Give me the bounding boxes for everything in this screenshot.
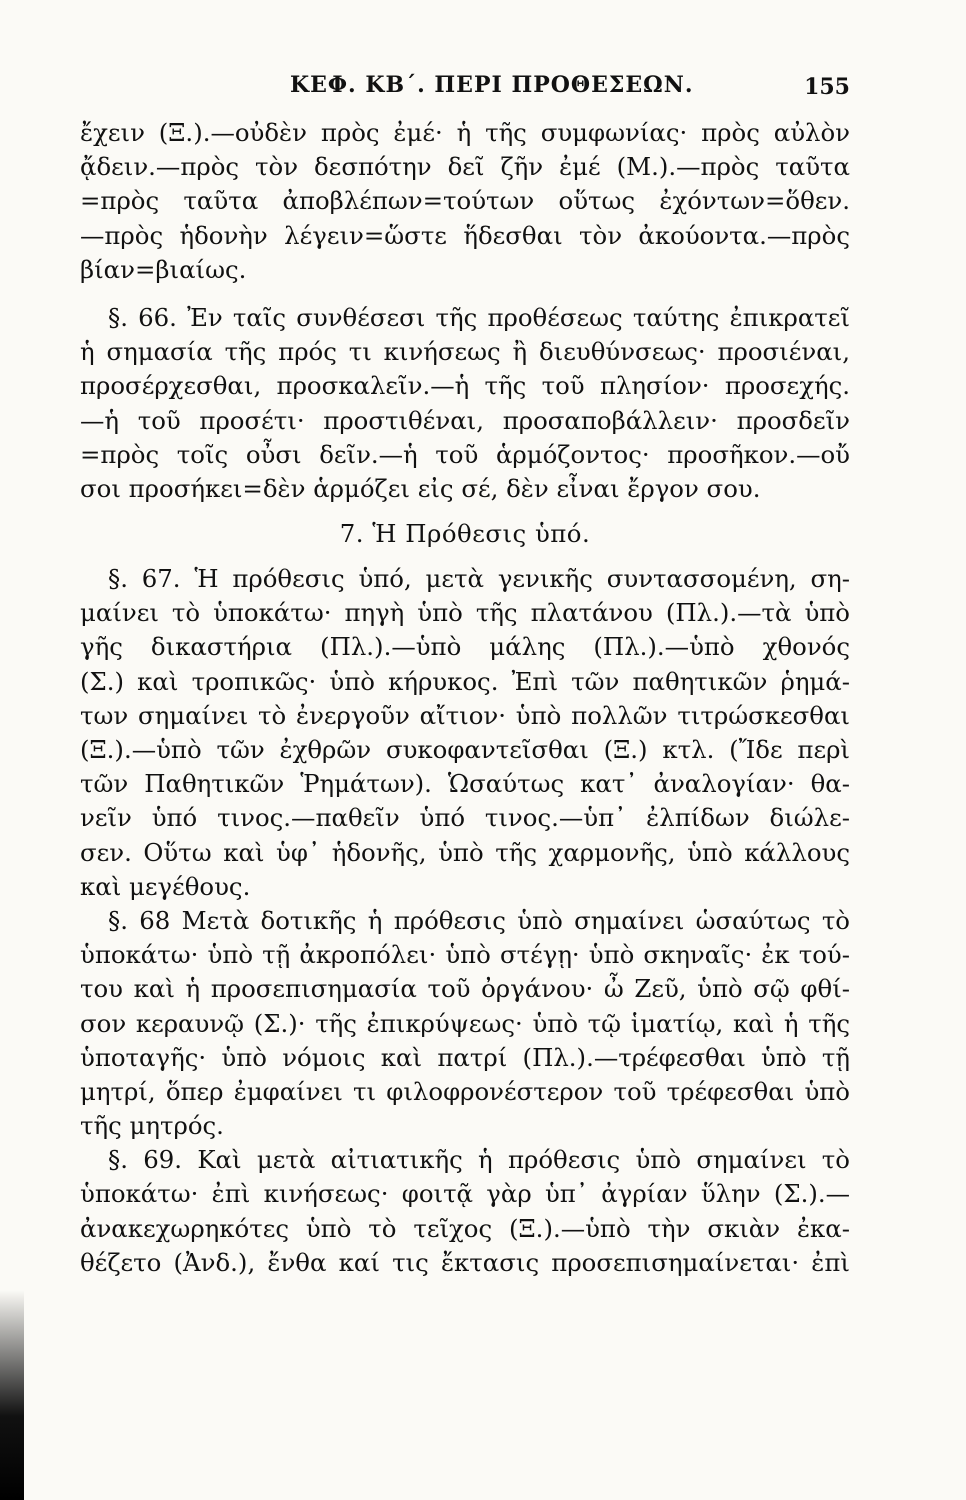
page-edge-shadow (0, 1290, 24, 1500)
text-line: σοι προσήκει=δὲν ἁρμόζει εἰς σέ, δὲν εἶναι ἔργον σου. (80, 473, 761, 503)
text-line: =πρὸς ταῦτα ἀποβλέπων=τούτων οὕτως ἐχόντων=ὅθεν. (80, 186, 850, 216)
text-line: γῆς δικαστήρια (Πλ.).—ὑπὸ μάλης (Πλ.).—ὑπὸ χθονός (80, 632, 850, 662)
text-line: =πρὸς τοῖς οὖσι δεῖν.—ἡ τοῦ ἁρμόζοντος· προσῆκον.—οὔ (80, 439, 850, 469)
text-line: καὶ μεγέθους. (80, 871, 251, 901)
text-line: θέζετο (Ἀνδ.), ἔνθα καί τις ἔκτασις προσεπισημαίνεται· ἐπὶ (80, 1247, 850, 1277)
text-line: σεν. Οὕτω καὶ ὑφ᾽ ἡδονῆς, ὑπὸ τῆς χαρμονῆς, ὑπὸ κάλλους (80, 837, 850, 867)
text-line: προσέρχεσθαι, προσκαλεῖν.—ἡ τῆς τοῦ πλησίον· προσεχής. (80, 371, 850, 401)
text-line: βίαν=βιαίως. (80, 254, 247, 284)
text-line: τῆς μητρός. (80, 1111, 224, 1141)
text-line: μαίνει τὸ ὑποκάτω· πηγὴ ὑπὸ τῆς πλατάνου (Πλ.).—τὰ ὑπὸ (80, 598, 850, 628)
paragraph-66-start: §. 66. Ἐν ταῖς συνθέσεσι τῆς προθέσεως ταύτης ἐπικρατεῖ (108, 302, 850, 332)
text-line: ὑποκάτω· ὑπὸ τῇ ἀκροπόλει· ὑπὸ στέγῃ· ὑπὸ σκηναῖς· ἐκ τού- (80, 940, 850, 970)
paragraph-67-start: §. 67. Ἡ πρόθεσις ὑπό, μετὰ γενικῆς συντασσομένη, ση- (108, 564, 850, 594)
paragraph-69-start: §. 69. Καὶ μετὰ αἰτιατικῆς ἡ πρόθεσις ὑπὸ σημαίνει τὸ (108, 1145, 850, 1175)
text-line: (Ξ.).—ὑπὸ τῶν ἐχθρῶν συκοφαντεῖσθαι (Ξ.) κτλ. (Ἴδε περὶ (80, 735, 850, 764)
text-line: ἡ σημασία τῆς πρός τι κινήσεως ἢ διευθύνσεως· προσιέναι, (80, 337, 850, 367)
text-line: σον κεραυνῷ (Σ.)· τῆς ἐπικρύψεως· ὑπὸ τῷ ἱματίῳ, καὶ ἡ τῆς (80, 1008, 850, 1038)
section-heading: 7. Ἡ Πρόθεσις ὑπό. (339, 519, 591, 549)
page-header (90, 72, 850, 112)
page-number: 155 (804, 74, 850, 100)
text-line: μητρί, ὅπερ ἐμφαίνει τι φιλοφρονέστερον τοῦ τρέφεσθαι ὑπὸ (80, 1076, 850, 1106)
text-line: ἀνακεχωρηκότες ὑπὸ τὸ τεῖχος (Ξ.).—ὑπὸ τὴν σκιὰν ἐκα- (80, 1213, 850, 1243)
paragraph-68-start: §. 68 Μετὰ δοτικῆς ἡ πρόθεσις ὑπὸ σημαίνει ὡσαύτως τὸ (108, 905, 850, 935)
text-line: (Σ.) καὶ τροπικῶς· ὑπὸ κήρυκος. Ἐπὶ τῶν παθητικῶν ῥημά- (80, 666, 850, 696)
text-line: νεῖν ὑπό τινος.—παθεῖν ὑπό τινος.—ὑπ᾽ ἐλπίδων διώλε- (80, 803, 850, 833)
text-line: τῶν Παθητικῶν Ῥημάτων). Ὡσαύτως κατ᾽ ἀναλογίαν· θα- (80, 769, 850, 799)
text-line: —ἡ τοῦ προσέτι· προστιθέναι, προσαποβάλλειν· προσδεῖν (80, 405, 850, 435)
text-line: —πρὸς ἡδονὴν λέγειν=ὥστε ἥδεσθαι τὸν ἀκούοντα.—πρὸς (80, 220, 850, 250)
running-title: ΚΕΦ. ΚΒ΄. ΠΕΡΙ ΠΡΟΘΕΣΕΩΝ. (290, 72, 694, 98)
body-text (80, 116, 850, 1280)
text-line: του καὶ ἡ προσεπισημασία τοῦ ὀργάνου· ὦ Ζεῦ, ὑπὸ σῷ φθί- (80, 974, 850, 1004)
text-line: ὑποταγῆς· ὑπὸ νόμοις καὶ πατρί (Πλ.).—τρέφεσθαι ὑπὸ τῇ (80, 1042, 850, 1072)
line-gap (80, 287, 850, 301)
text-line: ἔχειν (Ξ.).—οὐδὲν πρὸς ἐμέ· ἡ τῆς συμφωνίας· πρὸς αὐλὸν (80, 118, 850, 147)
text-line: ὑποκάτω· ἐπὶ κινήσεως· φοιτᾷ γὰρ ὑπ᾽ ἀγρίαν ὕλην (Σ.).— (80, 1179, 850, 1209)
text-line: ᾄδειν.—πρὸς τὸν δεσπότην δεῖ ζῆν ἐμέ (Μ.).—πρὸς ταῦτα (80, 152, 850, 182)
text-line: των σημαίνει τὸ ἐνεργοῦν αἴτιον· ὑπὸ πολλῶν τιτρώσκεσθαι (80, 700, 850, 730)
